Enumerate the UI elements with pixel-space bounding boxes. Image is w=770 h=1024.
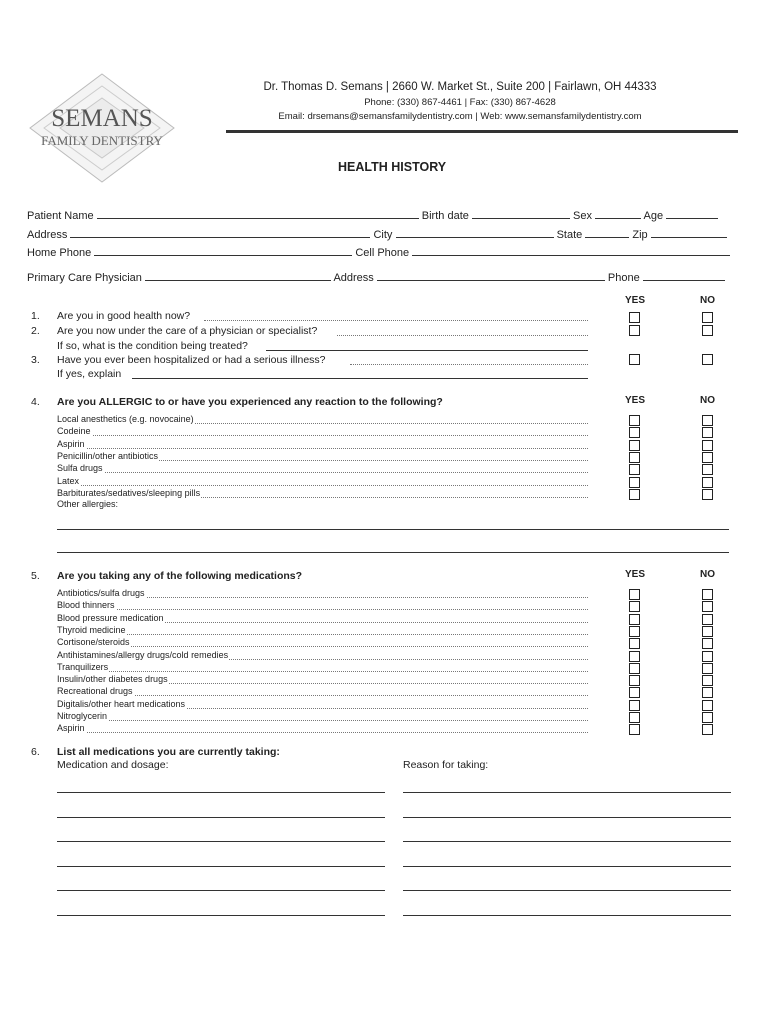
- allergy-yes-checkbox[interactable]: [629, 489, 640, 500]
- other-allergies-line-1[interactable]: [57, 529, 729, 530]
- reason-line[interactable]: [403, 890, 731, 891]
- allergy-yes-checkbox[interactable]: [629, 427, 640, 438]
- practice-logo: [28, 72, 176, 184]
- allergy-item-label: Codeine: [57, 426, 91, 437]
- medication-item-leader: [57, 671, 588, 672]
- medication-yes-checkbox[interactable]: [629, 626, 640, 637]
- question-1-yes-checkbox[interactable]: [629, 312, 640, 323]
- medication-no-header: NO: [700, 569, 715, 580]
- allergy-item-label: Latex: [57, 475, 80, 486]
- allergy-yes-checkbox[interactable]: [629, 440, 640, 451]
- patient-info-row-2: [27, 227, 727, 241]
- state-label: State: [556, 229, 583, 241]
- medication-no-checkbox[interactable]: [702, 687, 713, 698]
- medication-yes-checkbox[interactable]: [629, 589, 640, 600]
- medication-dosage-line[interactable]: [57, 866, 385, 867]
- zip-label: Zip: [632, 229, 648, 241]
- city-label: City: [373, 229, 393, 241]
- medication-item-label: Insulin/other diabetes drugs: [57, 674, 168, 685]
- pcp-phone-label: Phone: [607, 272, 640, 284]
- medication-yes-checkbox[interactable]: [629, 638, 640, 649]
- patient-info-row-4: [27, 270, 725, 284]
- question-2-no-checkbox[interactable]: [702, 325, 713, 336]
- medication-item-label: Nitroglycerin: [57, 711, 108, 721]
- practice-phone-line: Phone: (330) 867-4461 | Fax: (330) 867-4628: [364, 97, 556, 108]
- medication-item-leader: [57, 695, 588, 696]
- question-5: Are you taking any of the following medications?: [57, 570, 303, 582]
- allergy-no-checkbox[interactable]: [702, 489, 713, 500]
- medication-item-leader: [57, 609, 588, 610]
- patient-info-row-1: [27, 208, 718, 222]
- allergy-yes-checkbox[interactable]: [629, 464, 640, 475]
- patient-name-label: Patient Name: [27, 210, 94, 222]
- allergy-item-label: Aspirin: [57, 438, 85, 449]
- medication-no-checkbox[interactable]: [702, 601, 713, 612]
- state-field[interactable]: [585, 227, 629, 238]
- allergy-no-checkbox[interactable]: [702, 464, 713, 475]
- address-label: Address: [27, 229, 68, 241]
- zip-field[interactable]: [651, 227, 727, 238]
- medication-no-checkbox[interactable]: [702, 663, 713, 674]
- allergy-yes-header: YES: [625, 395, 646, 406]
- allergy-no-checkbox[interactable]: [702, 440, 713, 451]
- allergy-no-header: NO: [700, 395, 715, 406]
- medication-item-label: Digitalis/other heart medications: [57, 698, 186, 709]
- medication-no-checkbox[interactable]: [702, 675, 713, 686]
- pcp-address-field[interactable]: [377, 270, 605, 281]
- medication-item-label: Blood thinners: [57, 600, 115, 611]
- medication-yes-checkbox[interactable]: [629, 601, 640, 612]
- allergy-item-leader: [57, 485, 588, 486]
- medication-yes-checkbox[interactable]: [629, 700, 640, 711]
- birth-date-field[interactable]: [472, 208, 570, 219]
- birth-date-label: Birth date: [421, 210, 469, 222]
- medication-item-label: Cortisone/steroids: [57, 637, 130, 648]
- question-2-number: 2.: [31, 325, 40, 337]
- allergy-item-label: Sulfa drugs: [57, 463, 103, 474]
- question-3-followup-field[interactable]: [132, 378, 588, 379]
- sex-label: Sex: [573, 210, 592, 222]
- question-2-yes-checkbox[interactable]: [629, 325, 640, 336]
- allergy-item-leader: [57, 472, 588, 473]
- question-1-number: 1.: [31, 310, 40, 322]
- cell-phone-label: Cell Phone: [355, 247, 410, 259]
- question-6: List all medications you are currently taking:: [57, 746, 280, 758]
- medication-yes-checkbox[interactable]: [629, 675, 640, 686]
- medication-item-label: Aspirin: [57, 723, 85, 734]
- medication-yes-header: YES: [625, 569, 646, 580]
- medication-dosage-line[interactable]: [57, 915, 385, 916]
- question-3-followup: If yes, explain: [57, 368, 122, 380]
- medication-yes-checkbox[interactable]: [629, 651, 640, 662]
- other-allergies-line-2[interactable]: [57, 552, 729, 553]
- city-field[interactable]: [396, 227, 554, 238]
- pcp-phone-field[interactable]: [643, 270, 725, 281]
- medication-no-checkbox[interactable]: [702, 614, 713, 625]
- practice-address-line: Dr. Thomas D. Semans | 2660 W. Market St., Suite 200 | Fairlawn, OH 44333: [263, 81, 657, 93]
- question-4: Are you ALLERGIC to or have you experienced any reaction to the following?: [57, 396, 443, 408]
- cell-phone-field[interactable]: [412, 245, 730, 256]
- medication-item-label: Antihistamines/allergy drugs/cold remedies: [57, 649, 229, 660]
- patient-info-row-3: [27, 245, 730, 259]
- home-phone-label: Home Phone: [27, 247, 92, 259]
- medication-no-checkbox[interactable]: [702, 638, 713, 649]
- patient-name-field[interactable]: [97, 208, 419, 219]
- allergy-item-label: Barbiturates/sedatives/sleeping pills: [57, 487, 201, 498]
- reason-header: Reason for taking:: [403, 759, 489, 771]
- allergy-item-label: Penicillin/other antibiotics: [57, 450, 159, 461]
- pcp-label: Primary Care Physician: [27, 272, 142, 284]
- medication-item-leader: [57, 634, 588, 635]
- allergy-yes-checkbox[interactable]: [629, 477, 640, 488]
- form-title: HEALTH HISTORY: [338, 160, 447, 174]
- question-2: Are you now under the care of a physician or specialist?: [57, 325, 318, 337]
- medication-item-label: Antibiotics/sulfa drugs: [57, 588, 145, 598]
- medication-no-checkbox[interactable]: [702, 712, 713, 723]
- other-allergies-label: Other allergies:: [57, 499, 119, 509]
- question-2-leader: [337, 335, 588, 336]
- medication-yes-checkbox[interactable]: [629, 663, 640, 674]
- medication-no-checkbox[interactable]: [702, 626, 713, 637]
- reason-line[interactable]: [403, 792, 731, 793]
- reason-line[interactable]: [403, 866, 731, 867]
- logo-subtitle: FAMILY DENTISTRY: [41, 133, 163, 148]
- medication-item-leader: [57, 732, 588, 733]
- logo-name: SEMANS: [51, 105, 153, 132]
- allergy-item-label: Local anesthetics (e.g. novocaine): [57, 414, 194, 424]
- age-label: Age: [643, 210, 664, 222]
- allergy-no-checkbox[interactable]: [702, 452, 713, 463]
- question-6-number: 6.: [31, 746, 40, 758]
- medication-yes-checkbox[interactable]: [629, 724, 640, 735]
- question-2-followup-field[interactable]: [266, 350, 588, 351]
- pcp-address-label: Address: [333, 272, 374, 284]
- sex-field[interactable]: [595, 208, 641, 219]
- no-header: NO: [700, 295, 715, 306]
- question-1-leader: [204, 320, 588, 321]
- medication-dosage-header: Medication and dosage:: [57, 759, 169, 771]
- question-5-number: 5.: [31, 570, 40, 582]
- reason-line[interactable]: [403, 817, 731, 818]
- medication-dosage-line[interactable]: [57, 841, 385, 842]
- medication-yes-checkbox[interactable]: [629, 687, 640, 698]
- medication-dosage-line[interactable]: [57, 792, 385, 793]
- allergy-no-checkbox[interactable]: [702, 477, 713, 488]
- question-3-leader: [350, 364, 588, 365]
- home-phone-field[interactable]: [94, 245, 352, 256]
- address-field[interactable]: [70, 227, 370, 238]
- allergy-yes-checkbox[interactable]: [629, 452, 640, 463]
- medication-dosage-line[interactable]: [57, 890, 385, 891]
- question-1-no-checkbox[interactable]: [702, 312, 713, 323]
- medication-yes-checkbox[interactable]: [629, 614, 640, 625]
- medication-yes-checkbox[interactable]: [629, 712, 640, 723]
- question-1: Are you in good health now?: [57, 310, 191, 322]
- medication-dosage-line[interactable]: [57, 817, 385, 818]
- allergy-yes-checkbox[interactable]: [629, 415, 640, 426]
- question-3-no-checkbox[interactable]: [702, 354, 713, 365]
- question-3-number: 3.: [31, 354, 40, 366]
- medication-item-label: Tranquilizers: [57, 661, 109, 672]
- header-rule: [226, 130, 738, 133]
- reason-line[interactable]: [403, 915, 731, 916]
- medication-item-leader: [57, 720, 588, 721]
- allergy-no-checkbox[interactable]: [702, 427, 713, 438]
- medication-no-checkbox[interactable]: [702, 724, 713, 735]
- question-3: Have you ever been hospitalized or had a serious illness?: [57, 354, 326, 366]
- question-2-followup: If so, what is the condition being treated?: [57, 340, 248, 352]
- question-4-number: 4.: [31, 396, 40, 408]
- yes-header: YES: [625, 295, 646, 306]
- medication-no-checkbox[interactable]: [702, 700, 713, 711]
- medication-no-checkbox[interactable]: [702, 651, 713, 662]
- allergy-item-leader: [57, 448, 588, 449]
- medication-item-label: Recreational drugs: [57, 686, 133, 697]
- pcp-field[interactable]: [145, 270, 331, 281]
- allergy-no-checkbox[interactable]: [702, 415, 713, 426]
- medication-no-checkbox[interactable]: [702, 589, 713, 600]
- question-3-yes-checkbox[interactable]: [629, 354, 640, 365]
- medication-item-label: Blood pressure medication: [57, 612, 164, 623]
- allergy-item-leader: [57, 435, 588, 436]
- practice-email-line: Email: drsemans@semansfamilydentistry.com | Web: www.semansfamilydentistry.com: [278, 111, 642, 122]
- reason-line[interactable]: [403, 841, 731, 842]
- medication-item-label: Thyroid medicine: [57, 624, 126, 635]
- medication-item-leader: [57, 646, 588, 647]
- age-field[interactable]: [666, 208, 718, 219]
